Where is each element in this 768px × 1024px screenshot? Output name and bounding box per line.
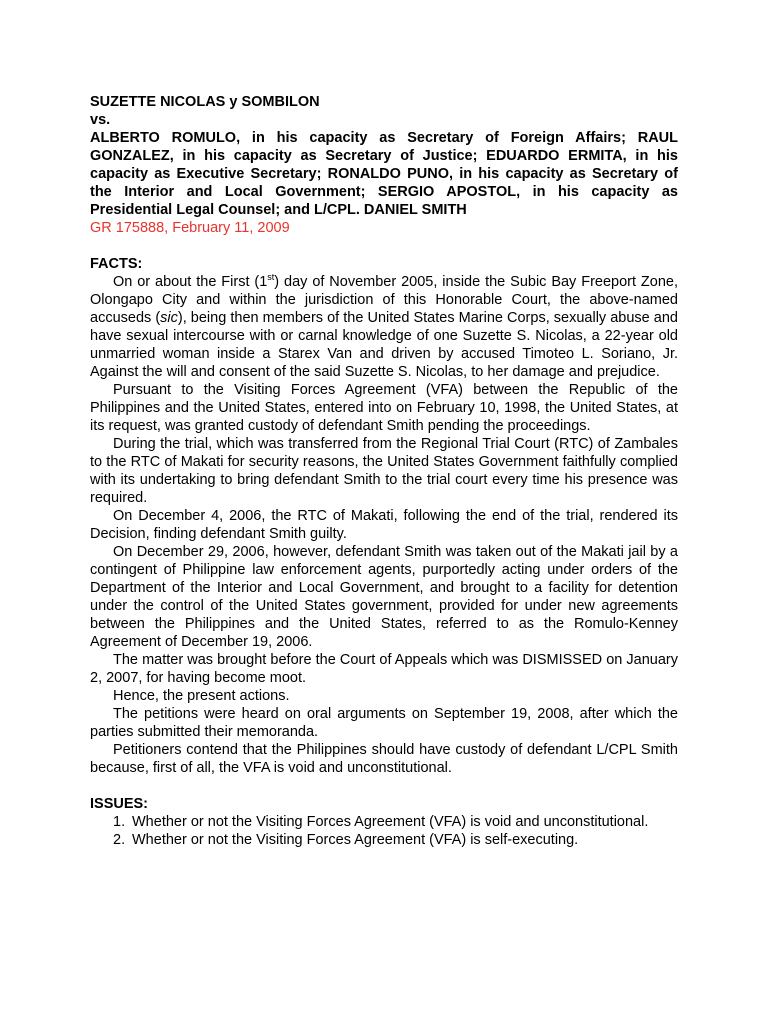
issue-item <box>113 831 678 849</box>
facts-paragraph: Hence, the present actions. <box>113 688 290 704</box>
facts-paragraph: The petitions were heard on oral arguments on September 19, 2008, after which the parties submitted their memoranda. <box>90 706 678 740</box>
facts-paragraph-text: ), being then members of the United States Marine Corps, sexually abuse and have sexual intercourse with or carnal knowledge of one Suzette S. Nicolas, a 22-year old unmarried woman inside a Starex Van and driven by accused Timoteo L. Soriano, Jr. Against the will and consent of the said Suzette S. Nicolas, to her damage and prejudice. <box>90 310 678 380</box>
case-caption <box>90 93 678 237</box>
sic-annotation: sic <box>160 310 178 326</box>
issues-heading: ISSUES: <box>90 796 149 812</box>
facts-heading: FACTS: <box>90 256 143 272</box>
issue-number: 2. <box>113 832 126 848</box>
facts-paragraph: Pursuant to the Visiting Forces Agreement (VFA) between the Republic of the Philippines and the United States, entered into on February 10, 1998, the United States, at its request, was granted custody of defendant Smith pending the proceedings. <box>90 382 678 434</box>
issue-item <box>113 813 678 831</box>
case-digest <box>90 93 678 849</box>
facts-paragraph: Petitioners contend that the Philippines should have custody of defendant L/CPL Smith because, first of all, the VFA is void and unconstitutional. <box>90 742 678 776</box>
facts-paragraph: The matter was brought before the Court of Appeals which was DISMISSED on January 2, 2007, for having become moot. <box>90 652 678 686</box>
facts-paragraph: On December 4, 2006, the RTC of Makati, following the end of the trial, rendered its Decision, finding defendant Smith guilty. <box>90 508 678 542</box>
issue-number: 1. <box>113 814 126 830</box>
facts-section <box>90 255 678 777</box>
respondents-list: ALBERTO ROMULO, in his capacity as Secretary of Foreign Affairs; RAUL GONZALEZ, in his capacity as Secretary of Justice; EDUARDO ERMITA, in his capacity as Executive Secretary; RONALDO PUNO, in his capacity as Secretary of the Interior and Local Government; SERGIO APOSTOL, in his capacity as Presidential Legal Counsel; and L/CPL. DANIEL SMITH <box>90 130 678 218</box>
facts-paragraph-text: ) day of November 2005, inside the Subic Bay Freeport Zone, Olongapo City and within the jurisdiction of this Honorable Court, the above-named accuseds ( <box>90 274 678 326</box>
facts-paragraph <box>90 273 678 381</box>
issues-list <box>90 813 678 849</box>
facts-paragraph: During the trial, which was transferred from the Regional Trial Court (RTC) of Zambales to the RTC of Makati for security reasons, the United States Government faithfully complied with its undertaking to bring defendant Smith to the trial court every time his presence was required. <box>90 436 678 506</box>
case-citation: GR 175888, February 11, 2009 <box>90 220 290 236</box>
facts-paragraph-text: On or about the First (1 <box>113 274 268 290</box>
versus-label: vs. <box>90 112 111 128</box>
issues-section <box>90 795 678 849</box>
facts-paragraph: On December 29, 2006, however, defendant Smith was taken out of the Makati jail by a contingent of Philippine law enforcement agents, purportedly acting under orders of the Department of the Interior and Local Government, and brought to a facility for detention under the control of the United States government, provided for under new agreements between the Philippines and the United States, referred to as the Romulo-Kenney Agreement of December 19, 2006. <box>90 544 678 650</box>
ordinal-suffix: st <box>267 272 275 283</box>
issue-text: Whether or not the Visiting Forces Agreement (VFA) is self-executing. <box>132 832 579 848</box>
petitioner-name: SUZETTE NICOLAS y SOMBILON <box>90 94 320 110</box>
issue-text: Whether or not the Visiting Forces Agreement (VFA) is void and unconstitutional. <box>132 814 649 830</box>
